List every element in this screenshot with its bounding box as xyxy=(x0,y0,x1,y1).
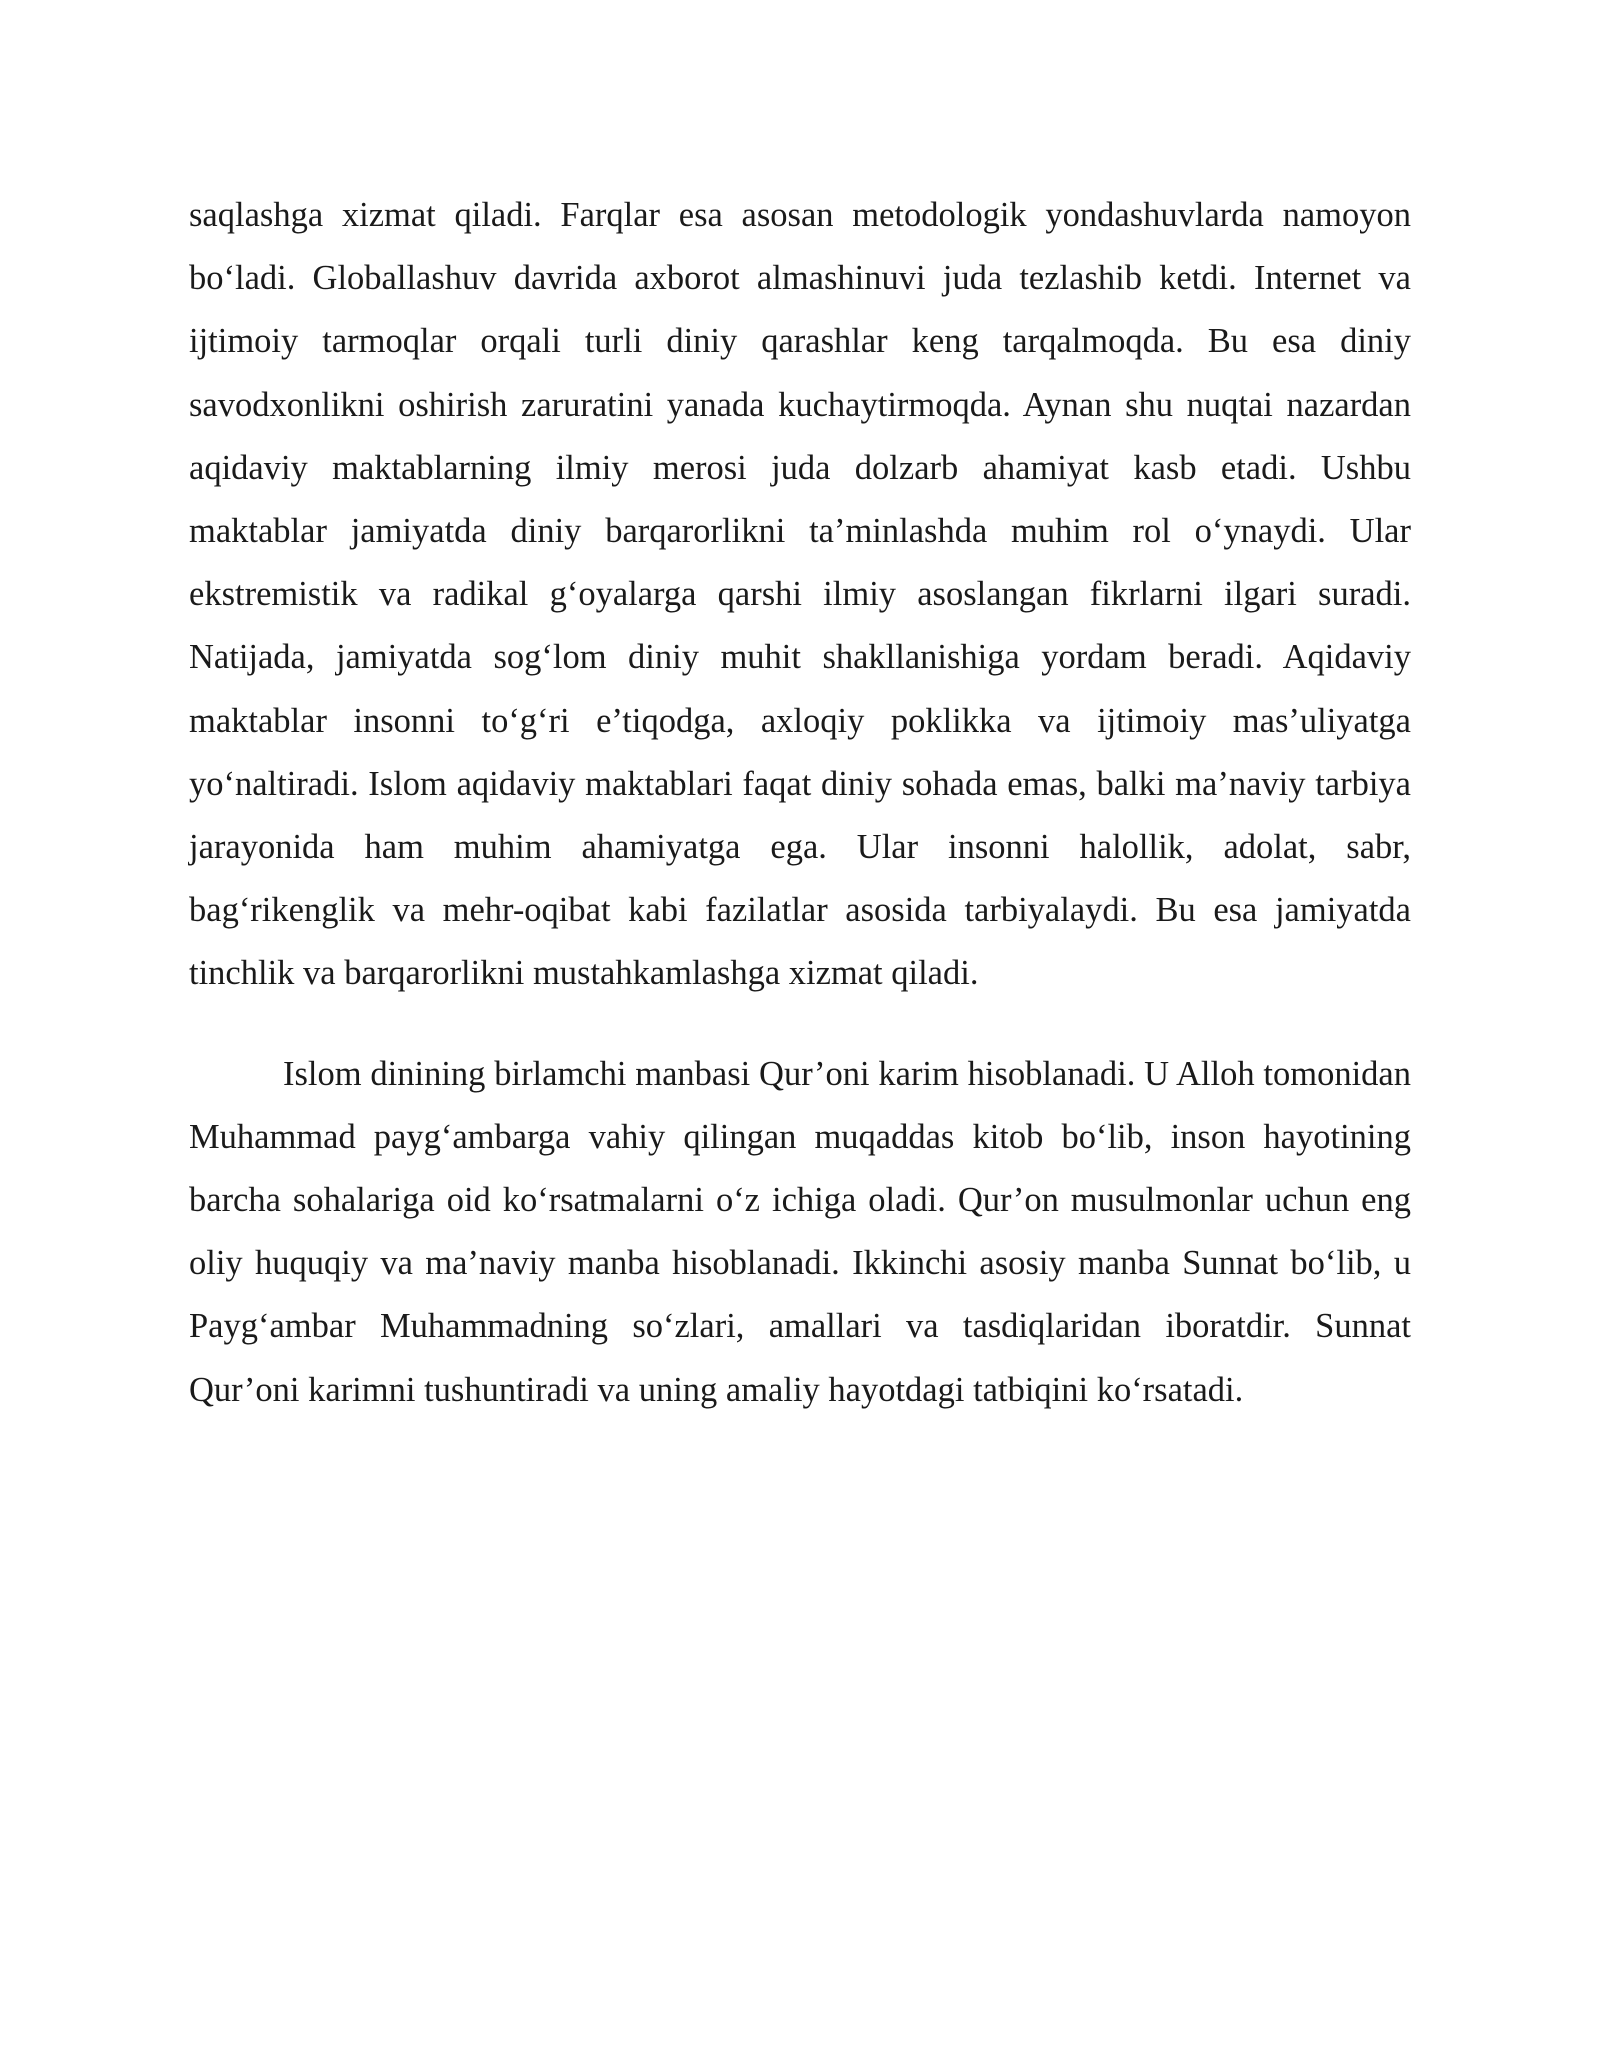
paragraph-continued: saqlashga xizmat qiladi. Farqlar esa asosan metodologik yondashuvlarda namoyon bo‘ladi. Globallashuv davrida axborot almashinuvi juda tezlashib ketdi. Internet va ijtimoiy tarmoqlar orqali turli diniy qarashlar keng tarqalmoqda. Bu esa diniy savodxonlikni oshirish zaruratini yanada kuchaytirmoqda. Aynan shu nuqtai nazardan aqidaviy maktablarning ilmiy merosi juda dolzarb ahamiyat kasb etadi. Ushbu maktablar jamiyatda diniy barqarorlikni ta’minlashda muhim rol o‘ynaydi. Ular ekstremistik va radikal g‘oyalarga qarshi ilmiy asoslangan fikrlarni ilgari suradi. Natijada, jamiyatda sog‘lom diniy muhit shakllanishiga yordam beradi. Aqidaviy maktablar insonni to‘g‘ri e’tiqodga, axloqiy poklikka va ijtimoiy mas’uliyatga yo‘naltiradi. Islom aqidaviy maktablari faqat diniy sohada emas, balki ma’naviy tarbiya jarayonida ham muhim ahamiyatga ega. Ular insonni halollik, adolat, sabr, bag‘rikenglik va mehr-oqibat kabi fazilatlar asosida tarbiyalaydi. Bu esa jamiyatda tinchlik va barqarorlikni mustahkamlashga xizmat qiladi. xyxy=(189,196,1411,993)
paragraph-sources: Islom dinining birlamchi manbasi Qur’oni karim hisoblanadi. U Alloh tomonidan Muhammad payg‘ambarga vahiy qilingan muqaddas kitob bo‘lib, inson hayotining barcha sohalariga oid ko‘rsatmalarni o‘z ichiga oladi. Qur’on musulmonlar uchun eng oliy huquqiy va ma’naviy manba hisoblanadi. Ikkinchi asosiy manba Sunnat bo‘lib, u Payg‘ambar Muhammadning so‘zlari, amallari va tasdiqlaridan iboratdir. Sunnat Qur’oni karimni tushuntiradi va uning amaliy hayotdagi tatbiqini ko‘rsatadi. xyxy=(189,1054,1411,1409)
document-body xyxy=(189,184,1411,1422)
